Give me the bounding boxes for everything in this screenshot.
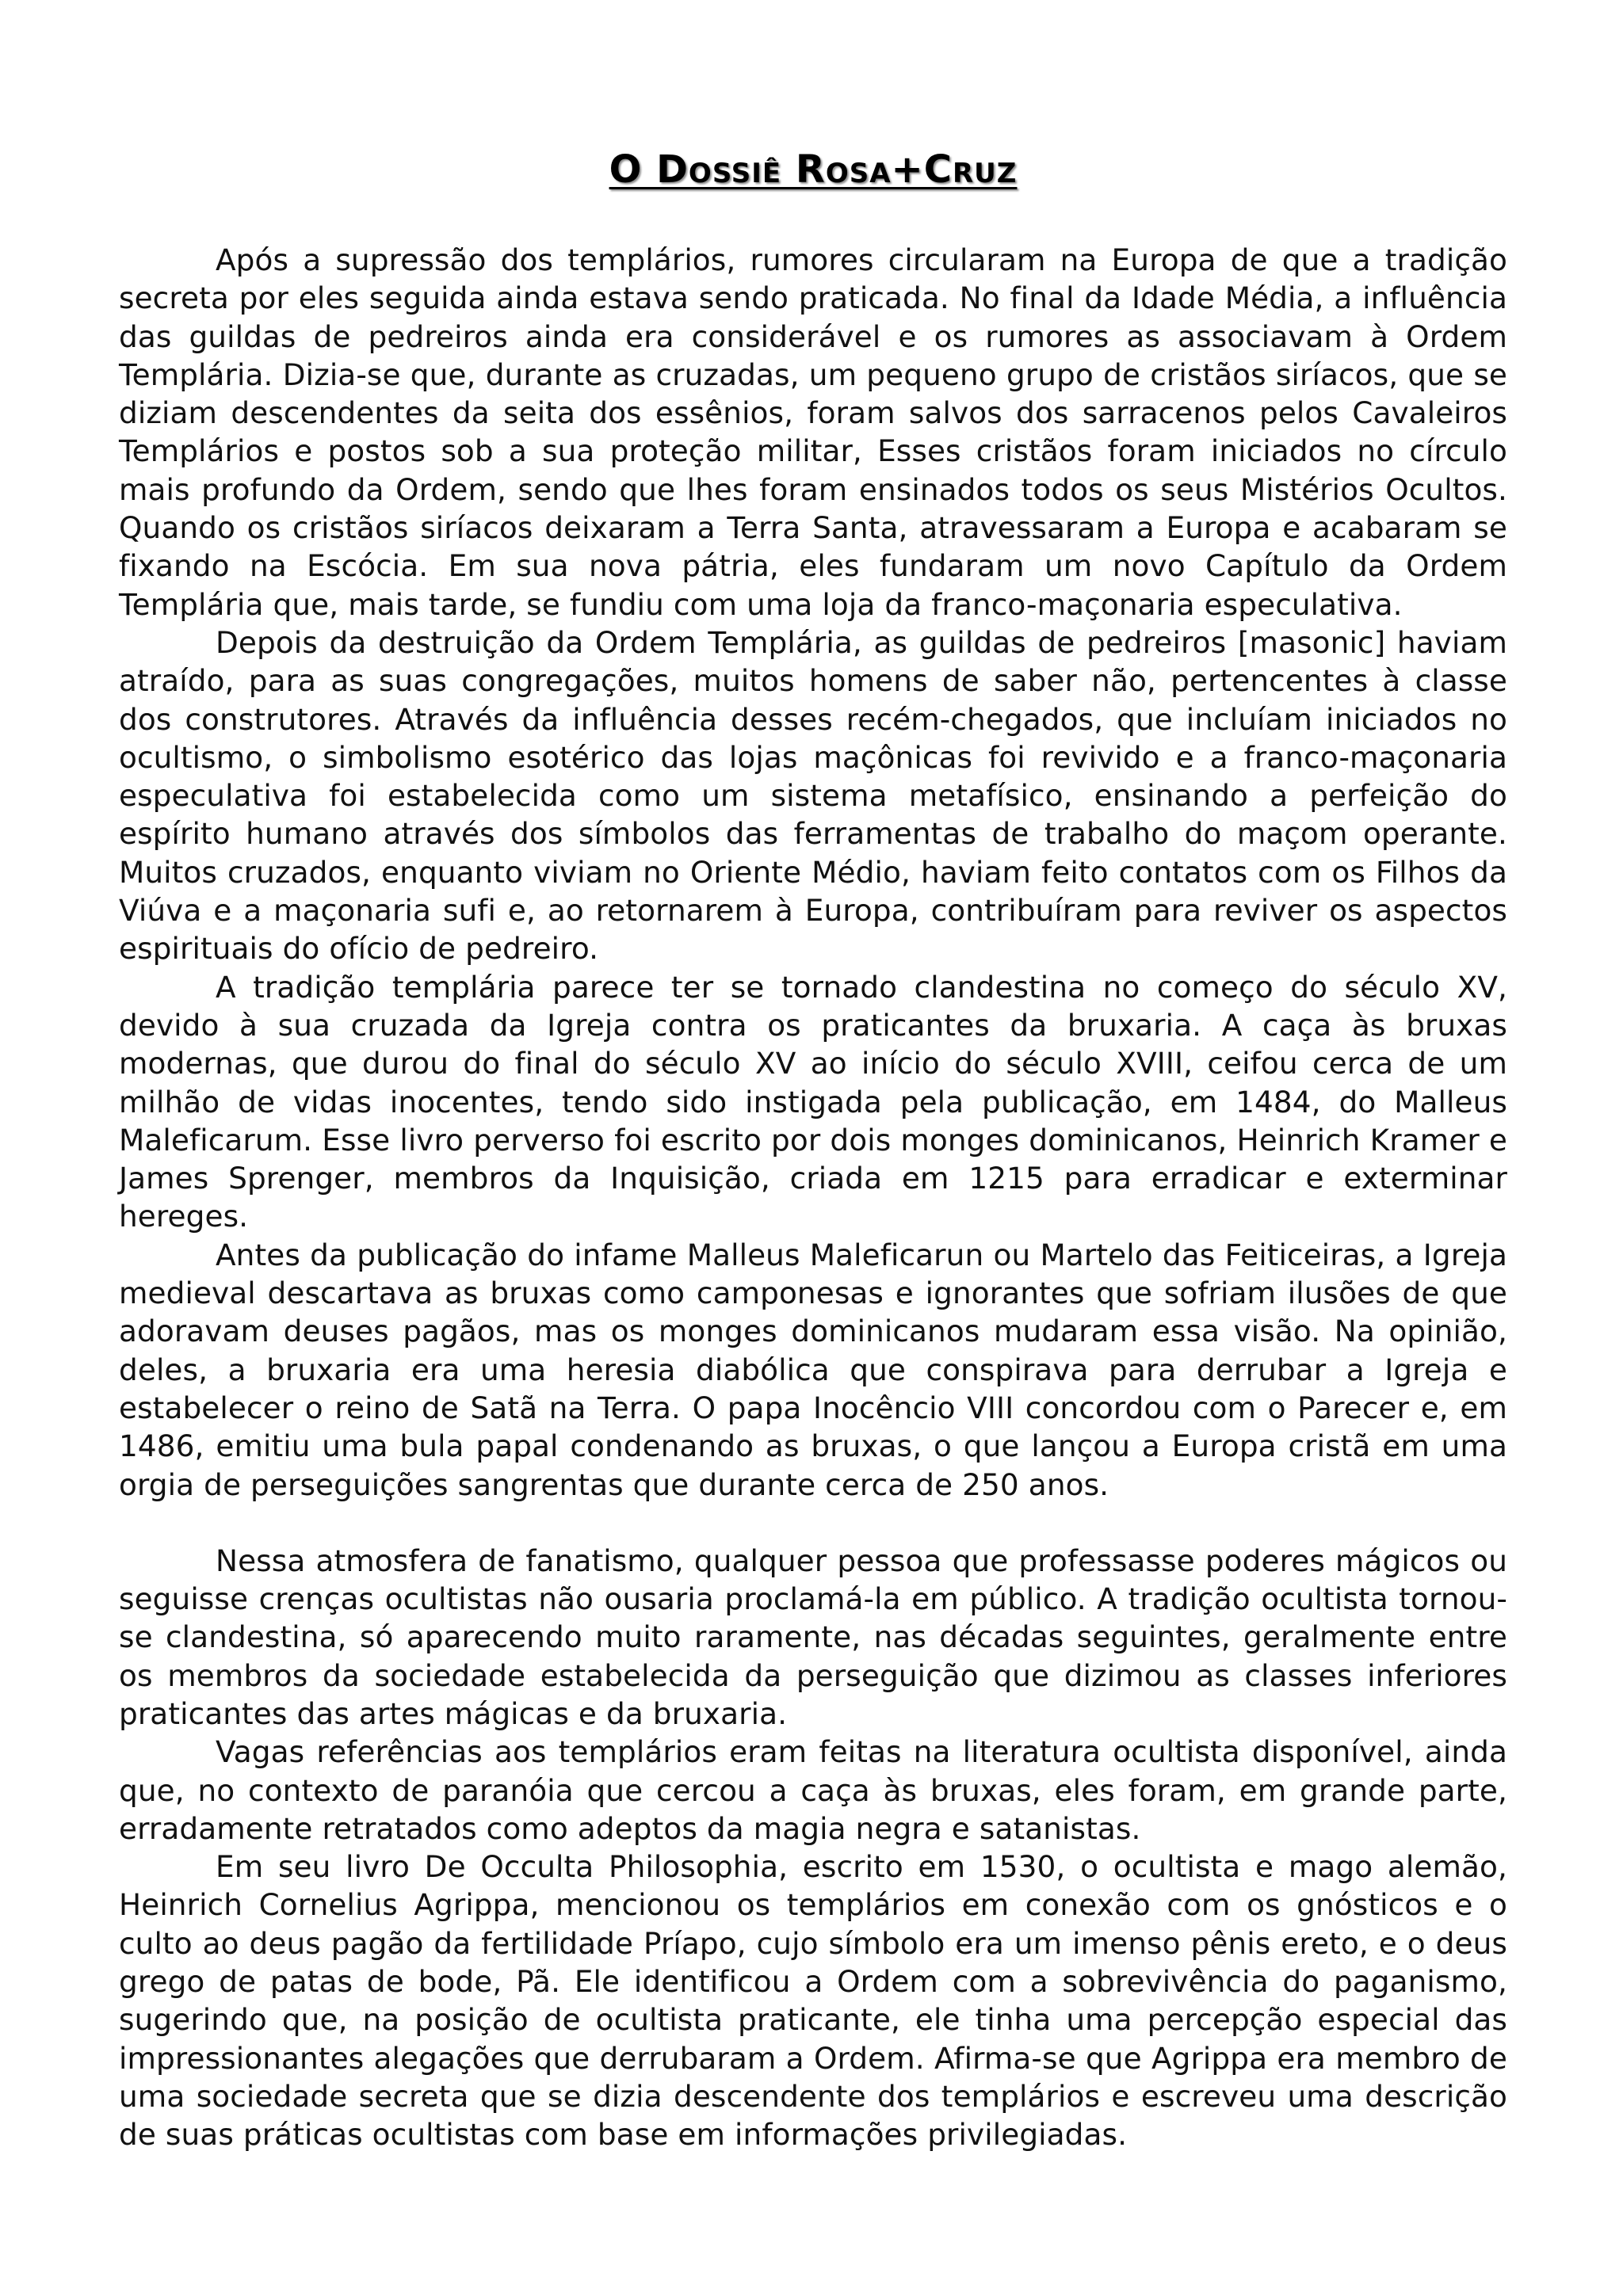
- paragraph: Antes da publicação do infame Malleus Maleficarun ou Martelo das Feiticeiras, a Igreja medieval descartava as bruxas como camponesas e ignorantes que sofriam ilusões de que adoravam deuses pagãos, mas os monges dominicanos mudaram essa visão. Na opinião, deles, a bruxaria era uma heresia diabólica que conspirava para derrubar a Igreja e estabelecer o reino de Satã na Terra. O papa Inocêncio VIII concordou com o Parecer e, em 1486, emitiu uma bula papal condenando as bruxas, o que lançou a Europa cristã em uma orgia de perseguições sangrentas que durante cerca de 250 anos.: [119, 1237, 1507, 1502]
- paragraph: Após a supressão dos templários, rumores circularam na Europa de que a tradição secreta por eles seguida ainda estava sendo praticada. No final da Idade Média, a influência das guildas de pedreiros ainda era considerável e os rumores as associavam à Ordem Templária. Dizia-se que, durante as cruzadas, um pequeno grupo de cristãos siríacos, que se diziam descendentes da seita dos essênios, foram salvos dos sarracenos pelos Cavaleiros Templários e postos sob a sua proteção militar, Esses cristãos foram iniciados no círculo mais profundo da Ordem, sendo que lhes foram ensinados todos os seus Mistérios Ocultos. Quando os cristãos siríacos deixaram a Terra Santa, atravessaram a Europa e acabaram se fixando na Escócia. Em sua nova pátria, eles fundaram um novo Capítulo da Ordem Templária que, mais tarde, se fundiu com uma loja da franco-maçonaria especulativa.: [119, 242, 1507, 622]
- page-title: O Dossiê Rosa+Cruz: [609, 147, 1018, 192]
- paragraph: Depois da destruição da Ordem Templária, as guildas de pedreiros [masonic] haviam atraído, para as suas congregações, muitos homens de saber não, pertencentes à classe dos construtores. Através da influência desses recém-chegados, que incluíam iniciados no ocultismo, o simbolismo esotérico das lojas maçônicas foi revivido e a franco-maçonaria especulativa foi estabelecida como um sistema metafísico, ensinando a perfeição do espírito humano através dos símbolos das ferramentas de trabalho do maçom operante. Muitos cruzados, enquanto viviam no Oriente Médio, haviam feito contatos com os Filhos da Viúva e a maçonaria sufi e, ao retornarem à Europa, contribuíram para reviver os aspectos espirituais do ofício de pedreiro.: [119, 624, 1507, 967]
- paragraph: A tradição templária parece ter se tornado clandestina no começo do século XV, devido à sua cruzada da Igreja contra os praticantes da bruxaria. A caça às bruxas modernas, que durou do final do século XV ao início do século XVIII, ceifou cerca de um milhão de vidas inocentes, tendo sido instigada pela publicação, em 1484, do Malleus Maleficarum. Esse livro perverso foi escrito por dois monges dominicanos, Heinrich Kramer e James Sprenger, membros da Inquisição, criada em 1215 para erradicar e exterminar hereges.: [119, 969, 1507, 1234]
- paragraph: Vagas referências aos templários eram feitas na literatura ocultista disponível, ainda que, no contexto de paranóia que cercou a caça às bruxas, eles foram, em grande parte, erradamente retratados como adeptos da magia negra e satanistas.: [119, 1734, 1507, 1846]
- paragraph: Nessa atmosfera de fanatismo, qualquer pessoa que professasse poderes mágicos ou seguisse crenças ocultistas não ousaria proclamá-la em público. A tradição ocultista tornou-se clandestina, só aparecendo muito raramente, nas décadas seguintes, geralmente entre os membros da sociedade estabelecida da perseguição que dizimou as classes inferiores praticantes das artes mágicas e da bruxaria.: [119, 1543, 1507, 1731]
- paragraph: Em seu livro De Occulta Philosophia, escrito em 1530, o ocultista e mago alemão, Heinrich Cornelius Agrippa, mencionou os templários em conexão com os gnósticos e o culto ao deus pagão da fertilidade Príapo, cujo símbolo era um imenso pênis ereto, e o deus grego de patas de bode, Pã. Ele identificou a Ordem com a sobrevivência do paganismo, sugerindo que, na posição de ocultista praticante, ele tinha uma percepção especial das impressionantes alegações que derrubaram a Ordem. Afirma-se que Agrippa era membro de uma sociedade secreta que se dizia descendente dos templários e escreveu uma descrição de suas práticas ocultistas com base em informações privilegiadas.: [119, 1849, 1507, 2153]
